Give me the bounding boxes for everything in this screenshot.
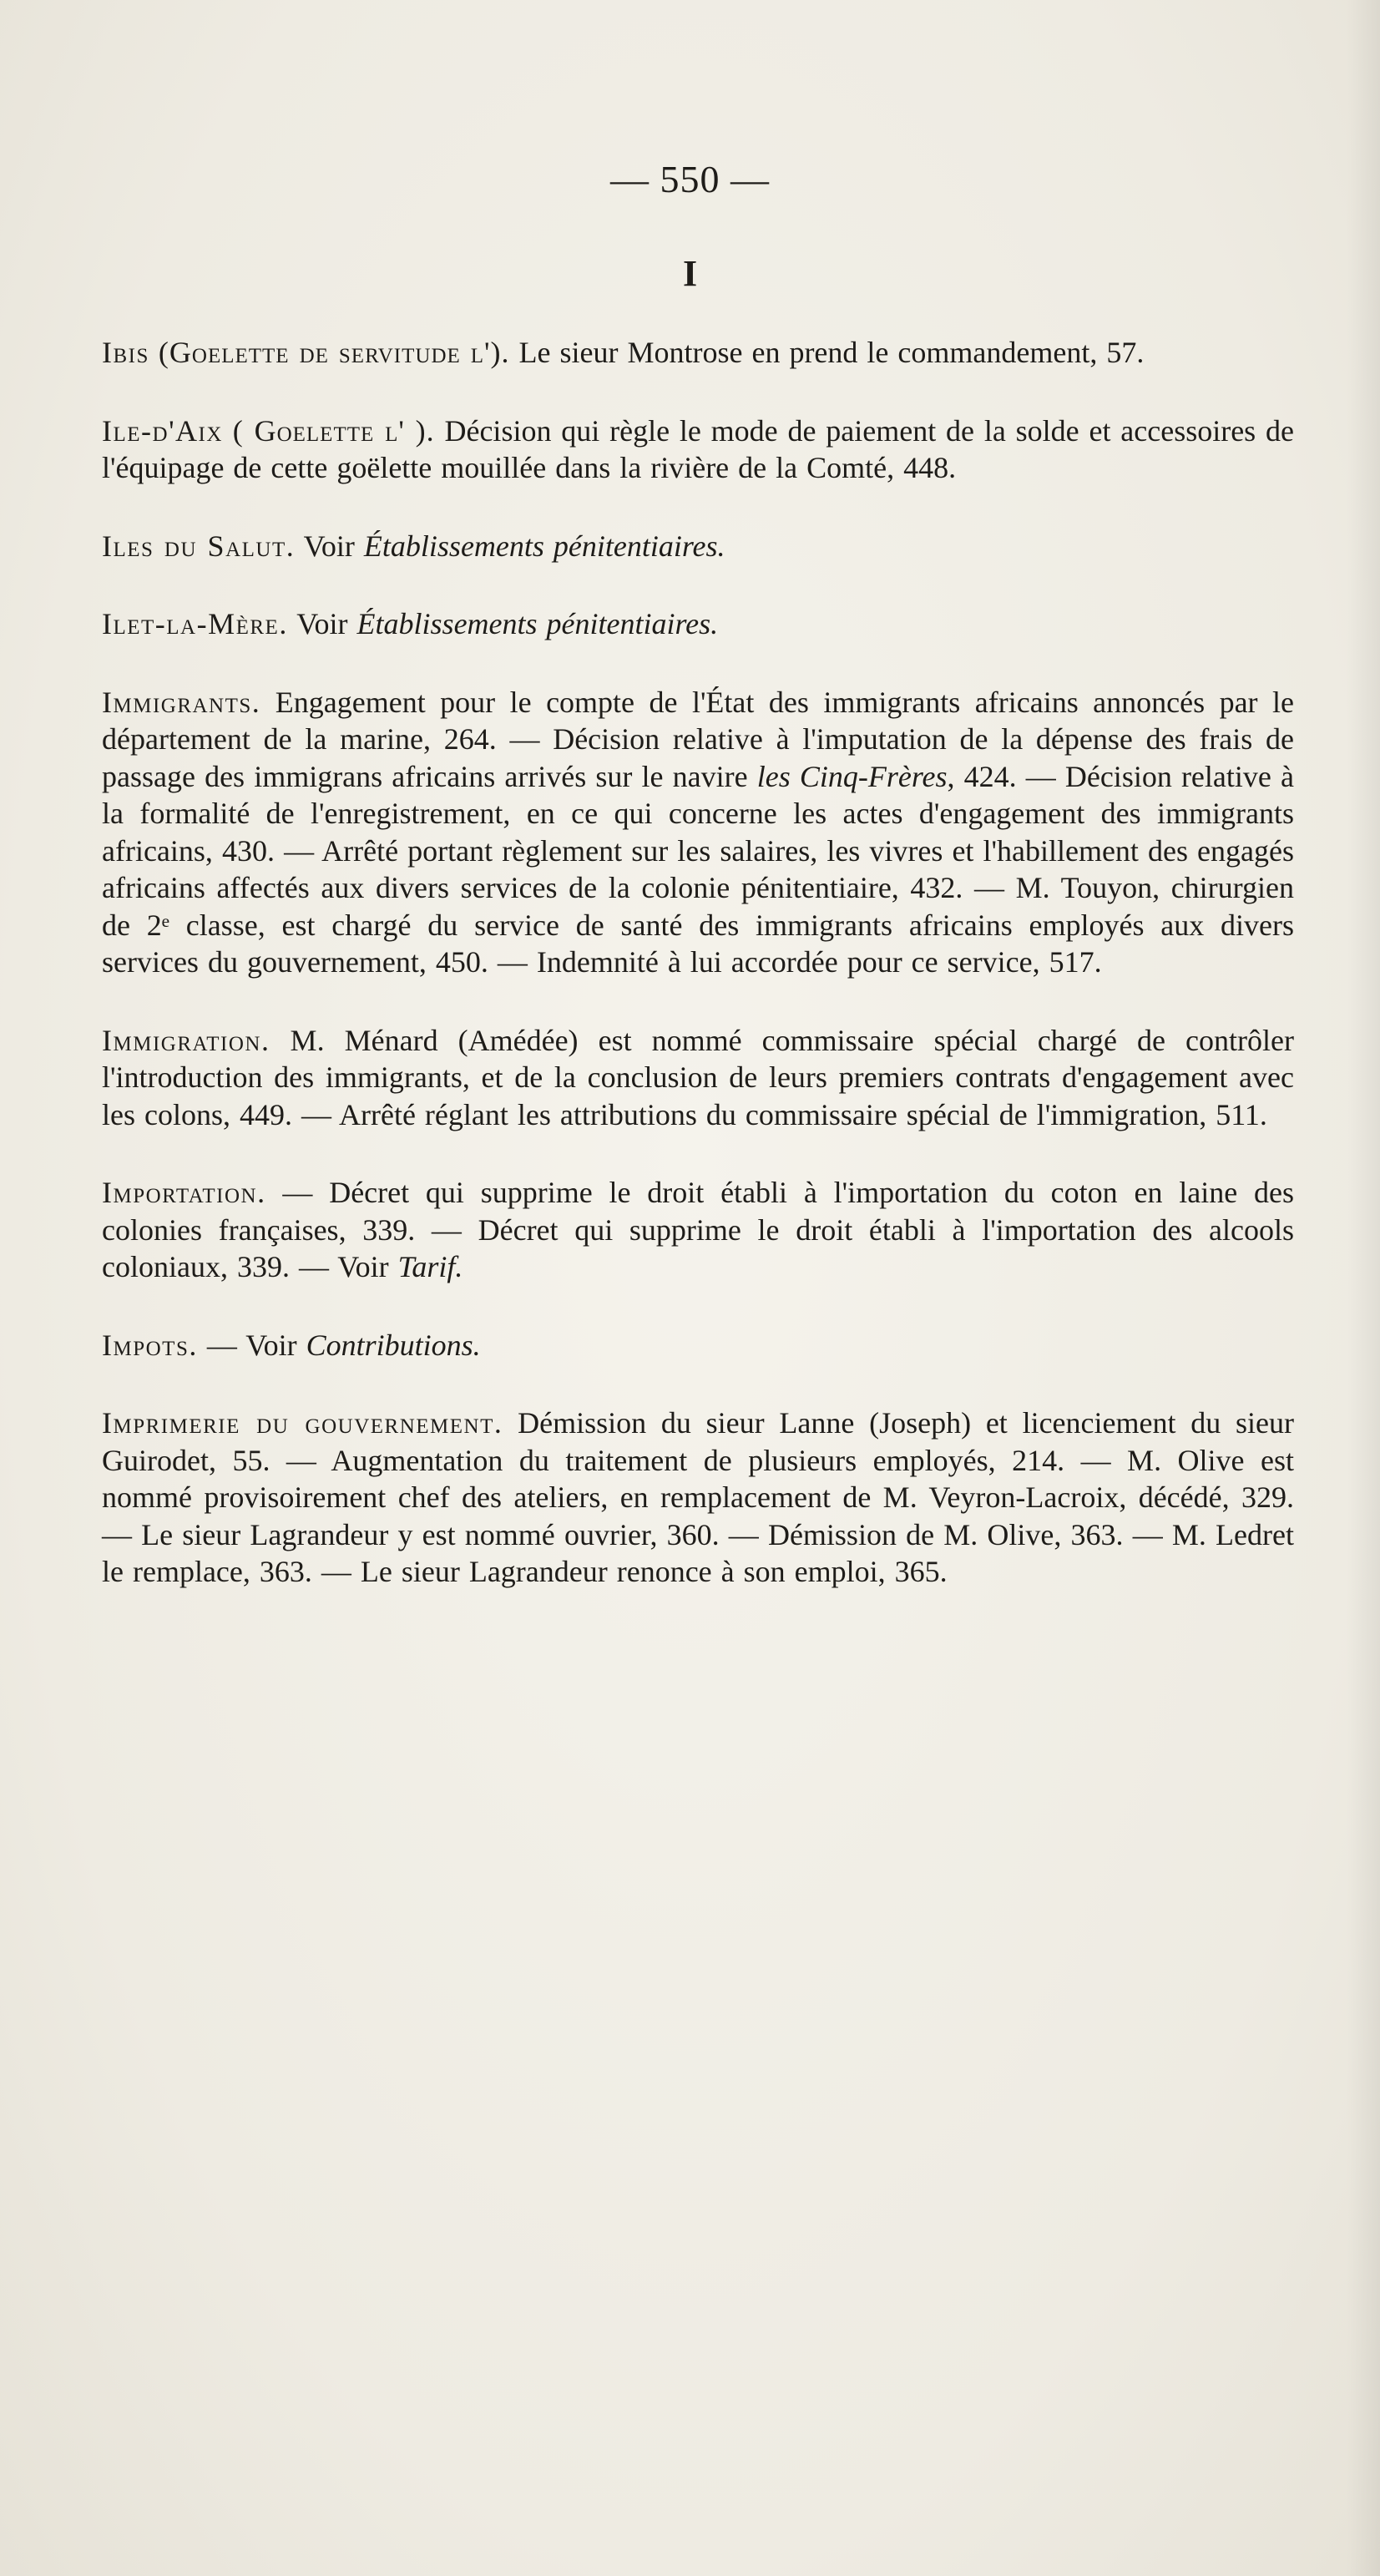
entry-text: — Décret qui supprime le droit établi à l'importation du coton en laine des colonies françaises, 339. — Décret qui supprime le droit établi à l'importation des alcools coloniaux, 339. — Voir xyxy=(102,1176,1294,1283)
entry-text: Le sieur Montrose en prend le commandement, 57. xyxy=(509,336,1145,369)
entry-heading: Ibis xyxy=(102,336,149,369)
index-entry-iles-du-salut xyxy=(102,528,1294,565)
entry-heading: Impots. xyxy=(102,1328,198,1362)
index-entry-ilet-la-mere xyxy=(102,605,1294,643)
entry-heading: Ilet-la-Mère. xyxy=(102,607,288,640)
entry-heading: Importation. xyxy=(102,1176,266,1209)
entry-heading: Iles du Salut. xyxy=(102,529,296,563)
entry-heading: Immigrants. xyxy=(102,685,261,719)
entry-cross-reference: Tarif. xyxy=(397,1250,463,1283)
index-entries xyxy=(102,334,1294,1632)
index-entry-importation xyxy=(102,1174,1294,1286)
entry-text: Engagement pour le compte de l'État des immigrants africains annoncés par le département de la marine, 264. — Décision relative à l'imputation de la dépense des frais de passage des immigrans africains arrivés sur le navire xyxy=(102,685,1294,793)
entry-text: Démission du sieur Lanne (Joseph) et licenciement du sieur Guirodet, 55. — Augmentation du traitement de plusieurs employés, 214. — M. Olive est nommé provisoirement chef des ateliers, en remplacement de M. Veyron-Lacroix, décédé, 329. — Le sieur Lagrandeur y est nommé ouvrier, 360. — Démission de M. Olive, 363. — M. Ledret le remplace, 363. — Le sieur Lagrandeur renonce à son emploi, 365. xyxy=(102,1406,1294,1588)
entry-cross-reference: Établissements pénitentiaires. xyxy=(363,529,725,563)
index-entry-ibis xyxy=(102,334,1294,372)
entry-subheading: ( Goelette l' ). xyxy=(232,413,435,448)
entry-subheading: (Goelette de servitude l'). xyxy=(158,336,510,369)
entry-heading: Ile-d'Aix xyxy=(102,413,223,448)
page-gutter-shadow xyxy=(1347,0,1380,2576)
entry-text: Décision qui règle le mode de paiement de la solde et accessoires de l'équipage de cette goëlette mouillée dans la rivière de la Comté, 448. xyxy=(102,413,1294,484)
section-letter: I xyxy=(682,253,698,294)
entry-cross-reference: Établissements pénitentiaires. xyxy=(356,607,719,640)
index-entry-immigrants xyxy=(102,684,1294,981)
entry-cross-reference: Contributions. xyxy=(306,1328,481,1362)
entry-text: — Voir xyxy=(197,1328,306,1362)
index-entry-ile-d-aix xyxy=(102,412,1294,487)
entry-text: Voir xyxy=(287,607,357,640)
entry-heading: Imprimerie du gouvernement. xyxy=(102,1406,503,1440)
entry-text-continued: , 424. — Décision relative à la formalité de l'enregistrement, en ce qui concerne les actes d'engagement des immigrants africains, 430. — Arrêté portant règlement sur les salaires, les vivres et l'habillement des engagés africains affectés aux divers services de la colonie pénitentiaire, 432. — M. Touyon, chirurgien de 2ᵉ classe, est chargé du service de santé des immigrants africains employés aux divers services du gouvernement, 450. — Indemnité à lui accordée pour ce service, 517. xyxy=(102,759,1294,979)
entry-text: M. Ménard (Amédée) est nommé commissaire spécial chargé de contrôler l'introduction des immigrants, et de la conclusion de leurs premiers contrats d'engagement avec les colons, 449. — Arrêté réglant les attributions du commissaire spécial de l'immigration, 511. xyxy=(102,1023,1294,1131)
index-entry-imprimerie-du-gouvernement xyxy=(102,1404,1294,1591)
entry-ship-name: les Cinq-Frères xyxy=(756,759,948,793)
index-entry-impots xyxy=(102,1327,1294,1364)
page-number: — 550 — xyxy=(610,158,770,200)
entry-text: Voir xyxy=(295,529,364,563)
index-entry-immigration xyxy=(102,1022,1294,1134)
entry-heading: Immigration. xyxy=(102,1023,270,1057)
